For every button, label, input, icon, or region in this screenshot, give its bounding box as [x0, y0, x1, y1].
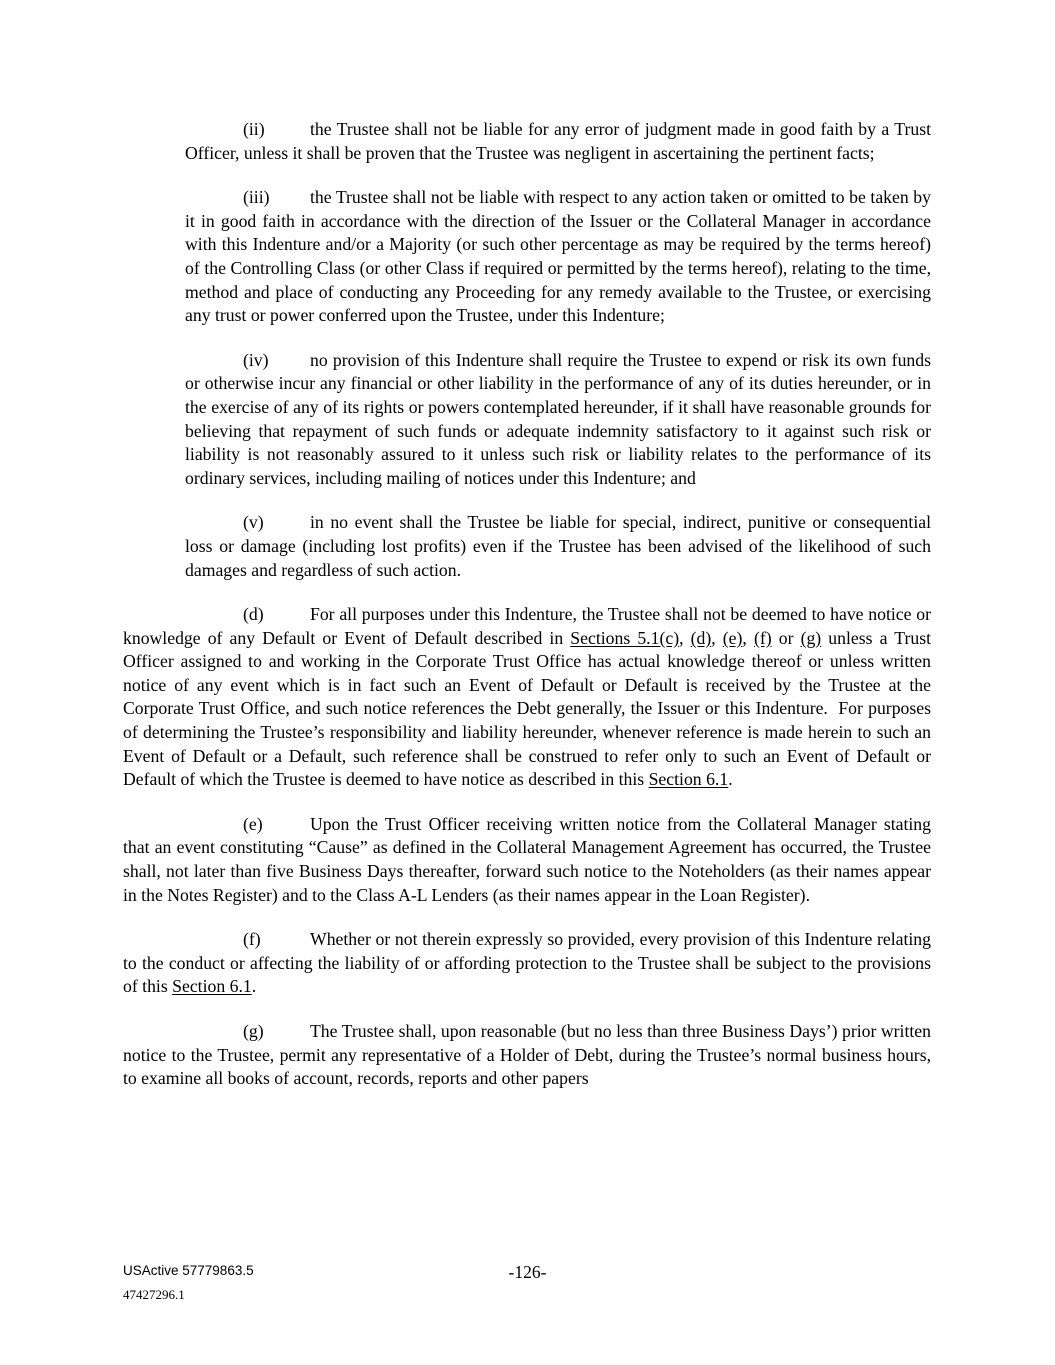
- paragraph-iii: [185, 186, 931, 328]
- paragraph-text: unless a Trust Officer assigned to and working in the Corporate Trust Office has actual knowledge thereof or unless written notice of any event which is in fact such an Event of Default or Default is received by the Trustee at the Corporate Trust Office, and such notice references the Debt generally, the Issuer or this Indenture. For purposes of determining the Trustee’s responsibility and liability hereunder, whenever reference is made herein to such an Event of Default or a Default, such reference shall be construed to refer only to such an Event of Default or Default of which the Trustee is deemed to have notice as described in this: [123, 627, 931, 790]
- section-reference: Section 6.1: [172, 976, 252, 997]
- paragraph-text: the Trustee shall not be liable with respect to any action taken or omitted to be taken by it in good faith in accordance with the direction of the Issuer or the Collateral Manager in accordance with this Indenture and/or a Majority (or such other percentage as may be required by the terms hereof) of the Controlling Class (or other Class if required or permitted by the terms hereof), relating to the time, method and place of conducting any Proceeding for any remedy available to the Trustee, or exercising any trust or power conferred upon the Trustee, under this Indenture;: [185, 187, 931, 326]
- paragraph-text: .: [728, 769, 733, 790]
- section-reference: Section 6.1: [648, 769, 729, 790]
- paragraph-label: (d): [243, 604, 264, 625]
- document-body: [123, 118, 931, 1112]
- paragraph-text: ,: [711, 627, 723, 648]
- paragraph-text: Upon the Trust Officer receiving written notice from the Collateral Manager stating that an event constituting “Cause” as defined in the Collateral Management Agreement has occurred, the Trustee shall, not later than five Business Days thereafter, forward such notice to the Noteholders (as their names appear in the Notes Register) and to the Class A-L Lenders (as their names appear in the Loan Register).: [123, 813, 931, 905]
- paragraph-label: (f): [243, 929, 261, 950]
- section-reference: (f): [753, 627, 772, 648]
- paragraph-f: [123, 928, 931, 999]
- paragraph-text: or: [771, 627, 801, 648]
- paragraph-label: (ii): [243, 119, 265, 139]
- paragraph-text: no provision of this Indenture shall require the Trustee to expend or risk its own funds or otherwise incur any financial or other liability in the performance of any of its duties hereunder, or in the exercise of any of its rights or powers contemplated hereunder, if it shall have reasonable grounds for believing that repayment of such funds or adequate indemnity satisfactory to it against such risk or liability is not reasonably assured to it unless such risk or liability relates to the performance of its ordinary services, including mailing of notices under this Indenture; and: [185, 349, 931, 488]
- section-reference: (e): [722, 627, 743, 648]
- paragraph-iv: [185, 349, 931, 491]
- paragraph-ii: [185, 118, 931, 165]
- footer-doc-id-primary: USActive 57779863.5: [123, 1263, 254, 1278]
- paragraph-text: ,: [679, 627, 691, 648]
- paragraph-d: [123, 603, 931, 792]
- page-number: -126-: [508, 1262, 547, 1282]
- paragraph-text: in no event shall the Trustee be liable for special, indirect, punitive or consequential loss or damage (including lost profits) even if the Trustee has been advised of the likelihood of such damages and regardless of such action.: [185, 512, 931, 580]
- paragraph-label: (iv): [243, 349, 269, 370]
- paragraph-text: The Trustee shall, upon reasonable (but no less than three Business Days’) prior written notice to the Trustee, permit any representative of a Holder of Debt, during the Trustee’s normal business hours, to examine all books of account, records, reports and other papers: [123, 1021, 931, 1089]
- paragraph-v: [185, 511, 931, 582]
- paragraph-text: Whether or not therein expressly so provided, every provision of this Indenture relating to the conduct or affecting the liability of or affording protection to the Trustee shall be subject to the provisions of this: [123, 929, 931, 997]
- paragraph-label: (iii): [243, 187, 270, 208]
- paragraph-e: [123, 813, 931, 907]
- paragraph-text: the Trustee shall not be liable for any error of judgment made in good faith by a Trust Officer, unless it shall be proven that the Trustee was negligent in ascertaining the pertinent facts;: [185, 119, 931, 163]
- section-reference: Sections 5.1(c): [570, 627, 680, 648]
- paragraph-text: .: [251, 976, 257, 997]
- paragraph-text: For all purposes under this Indenture, the Trustee shall not be deemed to have notice or knowledge of any Default or Event of Default described in: [123, 604, 931, 648]
- section-reference: (d): [690, 627, 712, 648]
- paragraph-label: (v): [243, 512, 264, 533]
- paragraph-text: ,: [742, 627, 754, 648]
- paragraph-g: [123, 1020, 931, 1091]
- footer-doc-id-secondary: 47427296.1: [123, 1287, 185, 1302]
- paragraph-label: (g): [243, 1021, 264, 1041]
- paragraph-label: (e): [243, 813, 263, 834]
- section-reference: (g): [800, 627, 822, 648]
